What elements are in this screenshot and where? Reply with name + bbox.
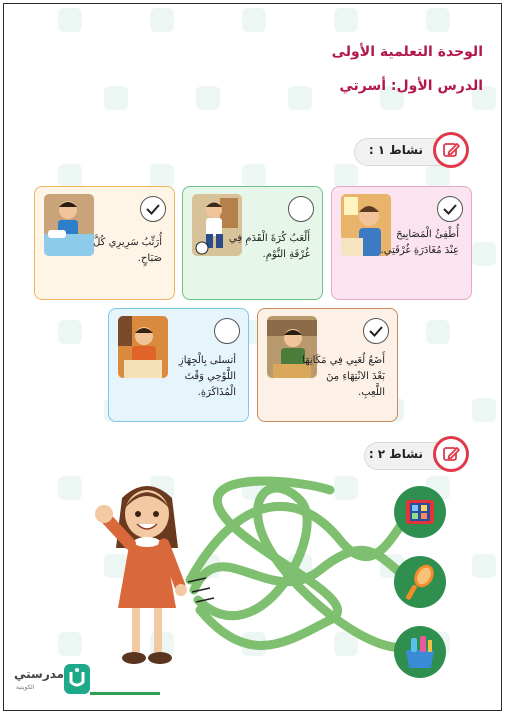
watermark-tile	[58, 476, 82, 500]
habit-card-tablet	[108, 308, 249, 422]
watermark-tile	[150, 164, 174, 188]
card-text: أُطْفِئُ الْمَصَابِيحَ عِنْدَ مُغَادَرَةِ غُرْفَتِي.	[380, 229, 459, 256]
watermark-tile	[58, 632, 82, 656]
card-checkbox[interactable]	[214, 318, 240, 344]
cleaning-supplies-icon[interactable]	[394, 626, 446, 678]
tangled-lines-maze	[180, 470, 430, 670]
activity-2-heading	[364, 442, 466, 470]
pencil-edit-icon	[433, 436, 469, 472]
unit-title: الوحدة التعلمية الأولى	[331, 44, 483, 60]
card-text: أَضَعُ لُعَبِي فِي مَكَانِهَا بَعْدَ الانْتِهَاءِ مِنَ اللَّعِبِ.	[302, 355, 385, 398]
lesson-title: الدرس الأول: أسرتي	[339, 78, 483, 94]
watermark-tile	[426, 8, 450, 32]
watermark-tile	[242, 8, 266, 32]
card-checkbox[interactable]	[140, 196, 166, 222]
watermark-tile	[150, 8, 174, 32]
habit-card-football	[182, 186, 323, 300]
habit-card-bed	[34, 186, 175, 300]
habit-card-lights	[331, 186, 472, 300]
pencil-edit-icon	[433, 132, 469, 168]
activity-1-label: نشاط ١ :	[368, 143, 423, 157]
hairbrush-icon[interactable]	[394, 556, 446, 608]
watermark-tile	[58, 164, 82, 188]
girl-waving-illustration	[92, 478, 202, 674]
checkmark-icon	[438, 197, 462, 221]
watermark-tile	[242, 164, 266, 188]
activity-2-label: نشاط ٢ :	[368, 447, 423, 461]
card-text: أَلْعَبُ كُرَةَ الْقَدَمِ فِي غُرْفَةِ النَّوْمِ.	[229, 233, 310, 260]
watermark-tile	[334, 164, 358, 188]
tablet-icon[interactable]	[394, 486, 446, 538]
logo-mark-icon	[64, 664, 90, 694]
card-text: أتسلى بِالْجِهَازِ اللَّوْحِي وَقْتَ الْمُذَاكَرَةِ.	[178, 355, 236, 398]
habit-card-toys	[257, 308, 398, 422]
checkmark-icon	[364, 319, 388, 343]
watermark-tile	[426, 320, 450, 344]
watermark-tile	[104, 86, 128, 110]
logo-subtitle: الكويتية	[16, 684, 35, 691]
watermark-tile	[334, 8, 358, 32]
card-checkbox[interactable]	[363, 318, 389, 344]
watermark-tile	[288, 86, 312, 110]
watermark-tile	[58, 320, 82, 344]
watermark-tile	[472, 554, 496, 578]
card-text: أُرَتِّبُ سَرِيرِي كُلَّ صَبَاحٍ.	[93, 237, 162, 264]
logo-name: مدرستي	[14, 667, 65, 681]
watermark-tile	[196, 86, 220, 110]
card-checkbox[interactable]	[437, 196, 463, 222]
card-checkbox[interactable]	[288, 196, 314, 222]
checkmark-icon	[141, 197, 165, 221]
logo-underline	[90, 692, 160, 695]
activity-1-heading	[354, 138, 466, 166]
watermark-tile	[472, 398, 496, 422]
watermark-tile	[58, 8, 82, 32]
watermark-tile	[472, 242, 496, 266]
